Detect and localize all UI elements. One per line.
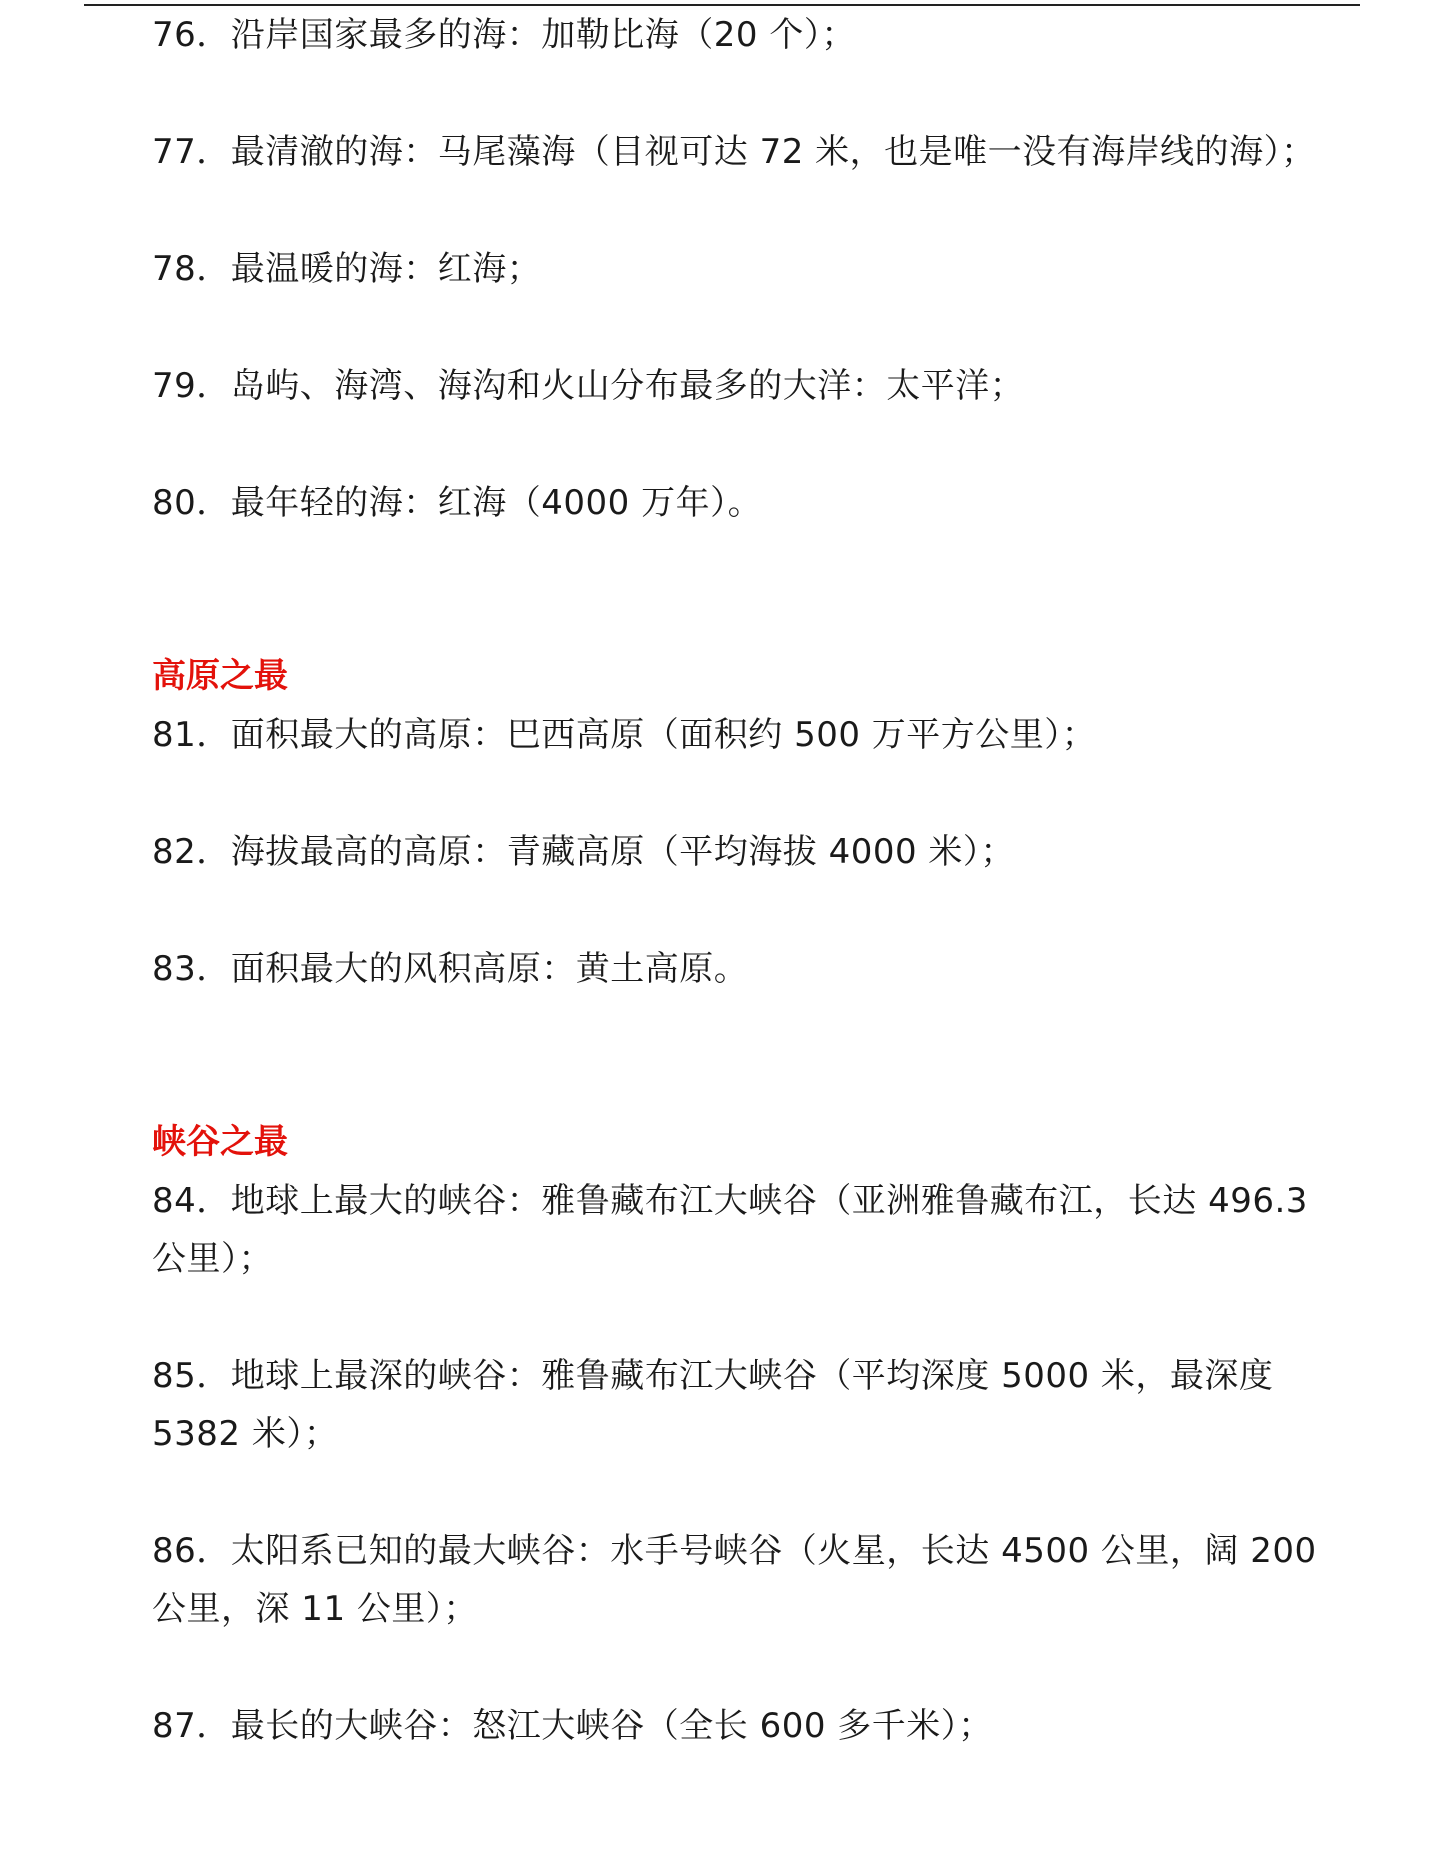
list-item-78: 78．最温暖的海：红海； (152, 249, 542, 289)
section-heading-canyon: 峡谷之最 (152, 1122, 288, 1162)
list-item-81: 81．面积最大的高原：巴西高原（面积约 500 万平方公里）； (152, 715, 1097, 755)
list-item-77: 77．最清澈的海：马尾藻海（目视可达 72 米，也是唯一没有海岸线的海）； (152, 132, 1316, 172)
list-item-83: 83．面积最大的风积高原：黄土高原。 (152, 949, 749, 989)
list-item-79: 79．岛屿、海湾、海沟和火山分布最多的大洋：太平洋； (152, 366, 1025, 406)
list-item-85: 85．地球上最深的峡谷：雅鲁藏布江大峡谷（平均深度 5000 米，最深度 5382 米）； (152, 1356, 1274, 1454)
list-item-80: 80．最年轻的海：红海（4000 万年）。 (152, 483, 763, 523)
list-item-82: 82．海拔最高的高原：青藏高原（平均海拔 4000 米）； (152, 832, 1015, 872)
list-item-87: 87．最长的大峡谷：怒江大峡谷（全长 600 多千米）； (152, 1706, 993, 1746)
list-item-84: 84．地球上最大的峡谷：雅鲁藏布江大峡谷（亚洲雅鲁藏布江，长达 496.3 公里）； (152, 1181, 1308, 1279)
list-item-86: 86．太阳系已知的最大峡谷：水手号峡谷（火星，长达 4500 公里，阔 200 公里，深 11 公里）； (152, 1531, 1317, 1629)
section-heading-plateau: 高原之最 (152, 656, 288, 696)
list-item-76: 76．沿岸国家最多的海：加勒比海（20 个）； (152, 15, 856, 55)
